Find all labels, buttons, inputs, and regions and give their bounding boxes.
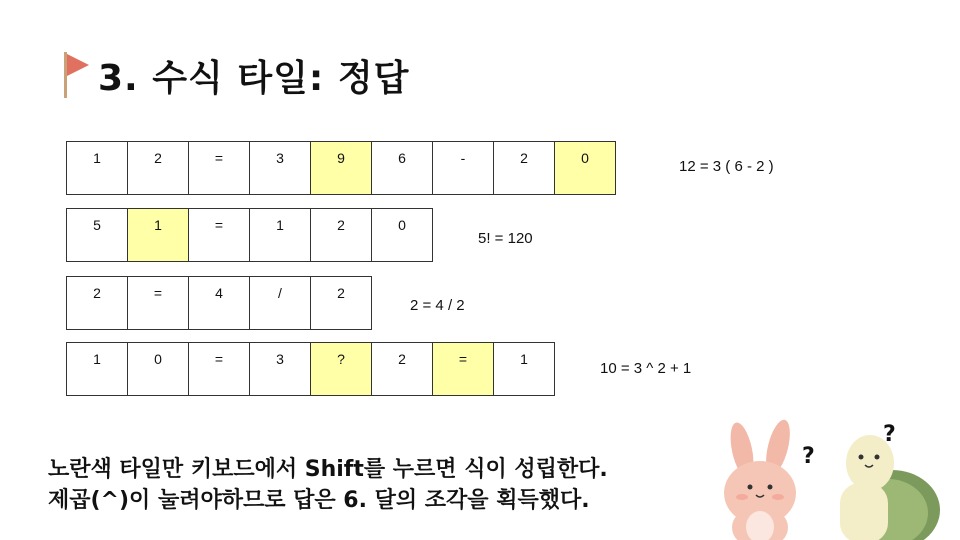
tile: / <box>249 276 311 330</box>
tile: 5 <box>66 208 128 262</box>
tile: 2 <box>66 276 128 330</box>
equation-2: 5! = 120 <box>478 230 533 247</box>
tile: 2 <box>310 208 372 262</box>
tile: 1 <box>127 208 189 262</box>
tile: 9 <box>310 141 372 195</box>
tile: 1 <box>66 342 128 396</box>
flag-icon <box>62 50 92 100</box>
tile: = <box>432 342 494 396</box>
tile: 1 <box>66 141 128 195</box>
question-mark-2: ? <box>883 422 896 447</box>
tile-row-1 <box>66 141 615 195</box>
tile: 0 <box>371 208 433 262</box>
tile: 2 <box>371 342 433 396</box>
tile-row-2 <box>66 208 432 262</box>
tile-row-3 <box>66 276 371 330</box>
tile: ? <box>310 342 372 396</box>
explanation-line-2: 제곱(^)이 눌려야하므로 답은 6. 달의 조각을 획득했다. <box>48 488 590 513</box>
explanation-line-1: 노란색 타일만 키보드에서 Shift를 누르면 식이 성립한다. <box>48 457 608 482</box>
equation-1: 12 = 3 ( 6 - 2 ) <box>679 158 774 175</box>
tile: 6 <box>371 141 433 195</box>
tile: 3 <box>249 342 311 396</box>
question-mark-1: ? <box>802 444 815 469</box>
tile: = <box>127 276 189 330</box>
characters-illustration <box>720 415 940 540</box>
tile: 2 <box>493 141 555 195</box>
tile-row-4 <box>66 342 554 396</box>
tile: 0 <box>554 141 616 195</box>
tile: 1 <box>493 342 555 396</box>
tile: = <box>188 208 250 262</box>
equation-3: 2 = 4 / 2 <box>410 297 465 314</box>
tile: 4 <box>188 276 250 330</box>
tile: 0 <box>127 342 189 396</box>
equation-4: 10 = 3 ^ 2 + 1 <box>600 360 692 377</box>
tile: 3 <box>249 141 311 195</box>
tile: 1 <box>249 208 311 262</box>
tile: 2 <box>127 141 189 195</box>
rabbit-icon <box>724 417 796 540</box>
tile: = <box>188 342 250 396</box>
tile: - <box>432 141 494 195</box>
tile: = <box>188 141 250 195</box>
tile: 2 <box>310 276 372 330</box>
turtle-icon <box>840 435 940 540</box>
page-title: 3. 수식 타일: 정답 <box>98 58 410 99</box>
